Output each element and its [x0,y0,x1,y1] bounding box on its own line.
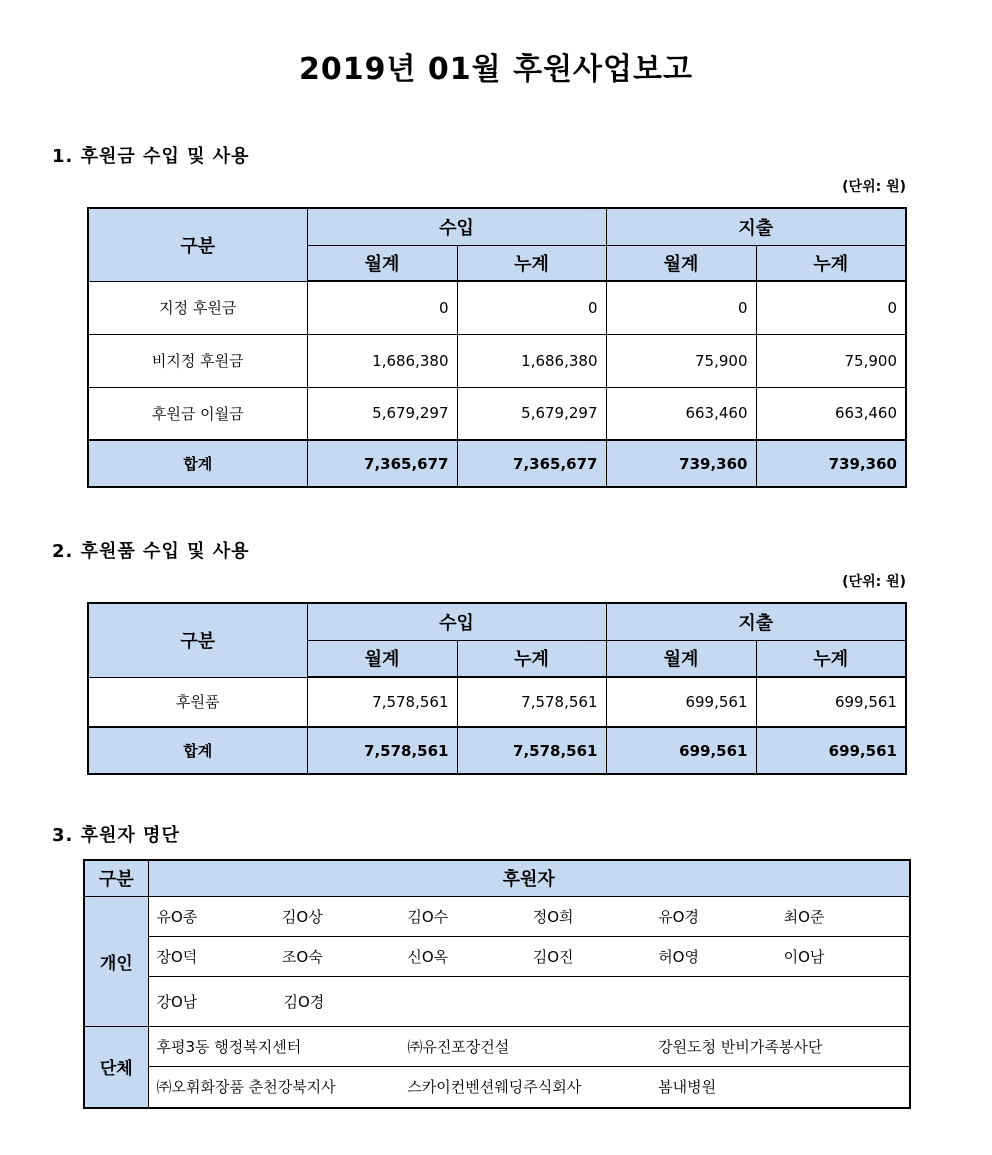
header-expense: 지출 [606,208,906,245]
donor-name: 강O남 [156,992,198,1011]
header-income: 수입 [307,603,606,640]
donor-list-table [83,859,911,1109]
row-label: 후원금 이월금 [88,387,307,440]
total-row [88,440,906,487]
cell-value: 0 [457,281,606,334]
list-item [148,1026,910,1066]
header-category: 구분 [88,208,307,281]
total-value: 699,561 [606,727,756,774]
total-label: 합계 [88,727,307,774]
total-value: 7,578,561 [307,727,457,774]
table-row [88,281,906,334]
cell-value: 5,679,297 [307,387,457,440]
header-expense-monthly: 월계 [606,245,756,281]
header-expense: 지출 [606,603,906,640]
cell-value: 663,460 [756,387,906,440]
total-row [88,727,906,774]
donor-name: 강원도청 반비가족봉사단 [658,1037,823,1056]
row-label: 후원품 [88,677,307,727]
donor-name: 최O준 [783,907,825,926]
list-item [148,896,910,936]
list-item [148,936,910,976]
cell-value: 7,578,561 [457,677,606,727]
group-label: 단체 [84,1026,148,1108]
donor-name: 정O희 [532,907,574,926]
cell-value: 5,679,297 [457,387,606,440]
total-value: 7,365,677 [457,440,606,487]
total-value: 739,360 [756,440,906,487]
cell-value: 1,686,380 [307,334,457,387]
donor-name: 후평3동 행정복지센터 [156,1037,302,1056]
cell-value: 75,900 [756,334,906,387]
row-label: 비지정 후원금 [88,334,307,387]
header-income-monthly: 월계 [307,640,457,677]
cell-value: 699,561 [756,677,906,727]
donation-money-table [87,207,907,488]
total-value: 699,561 [756,727,906,774]
header-donors: 후원자 [148,860,910,896]
header-expense-cumulative: 누계 [756,640,906,677]
cell-value: 699,561 [606,677,756,727]
header-expense-monthly: 월계 [606,640,756,677]
list-item [148,1066,910,1108]
cell-value: 1,686,380 [457,334,606,387]
donor-name: 장O덕 [156,947,198,966]
individual-label: 개인 [84,896,148,1026]
donor-name: 김O진 [532,947,574,966]
page-title: 2019년 01월 후원사업보고 [299,52,693,87]
table-row [88,387,906,440]
section2-unit: (단위: 원) [842,574,906,590]
table-row [88,677,906,727]
total-value: 7,365,677 [307,440,457,487]
section3-heading: 3. 후원자 명단 [52,825,180,846]
header-income-cumulative: 누계 [457,245,606,281]
donor-name: 조O숙 [281,947,323,966]
section1-heading: 1. 후원금 수입 및 사용 [52,146,250,167]
list-item [148,976,910,1026]
donation-goods-table [87,602,907,775]
header-category: 구분 [88,603,307,677]
donor-name: 허O영 [658,947,699,966]
header-expense-cumulative: 누계 [756,245,906,281]
cell-value: 75,900 [606,334,756,387]
header-income-monthly: 월계 [307,245,457,281]
donor-name: 김O수 [407,907,449,926]
cell-value: 0 [307,281,457,334]
cell-value: 663,460 [606,387,756,440]
cell-value: 0 [606,281,756,334]
section2-heading: 2. 후원품 수입 및 사용 [52,541,250,562]
header-income-cumulative: 누계 [457,640,606,677]
header-income: 수입 [307,208,606,245]
donor-name: 유O종 [156,907,198,926]
cell-value: 0 [756,281,906,334]
section1-unit: (단위: 원) [842,179,906,195]
donor-name: 이O남 [783,947,825,966]
donor-name: 유O경 [658,907,699,926]
donor-name: ㈜오휘화장품 춘천강북지사 [156,1078,336,1097]
donor-name: 스카이컨벤션웨딩주식회사 [407,1078,582,1097]
row-label: 지정 후원금 [88,281,307,334]
donor-name: 신O옥 [407,947,449,966]
donor-name: ㈜유진포장건설 [407,1037,510,1056]
header-category: 구분 [84,860,148,896]
donor-name: 봄내병원 [658,1078,717,1097]
total-value: 7,578,561 [457,727,606,774]
total-value: 739,360 [606,440,756,487]
cell-value: 7,578,561 [307,677,457,727]
donor-name: 김O상 [281,907,323,926]
donor-name: 김O경 [283,992,325,1011]
total-label: 합계 [88,440,307,487]
table-row [88,334,906,387]
